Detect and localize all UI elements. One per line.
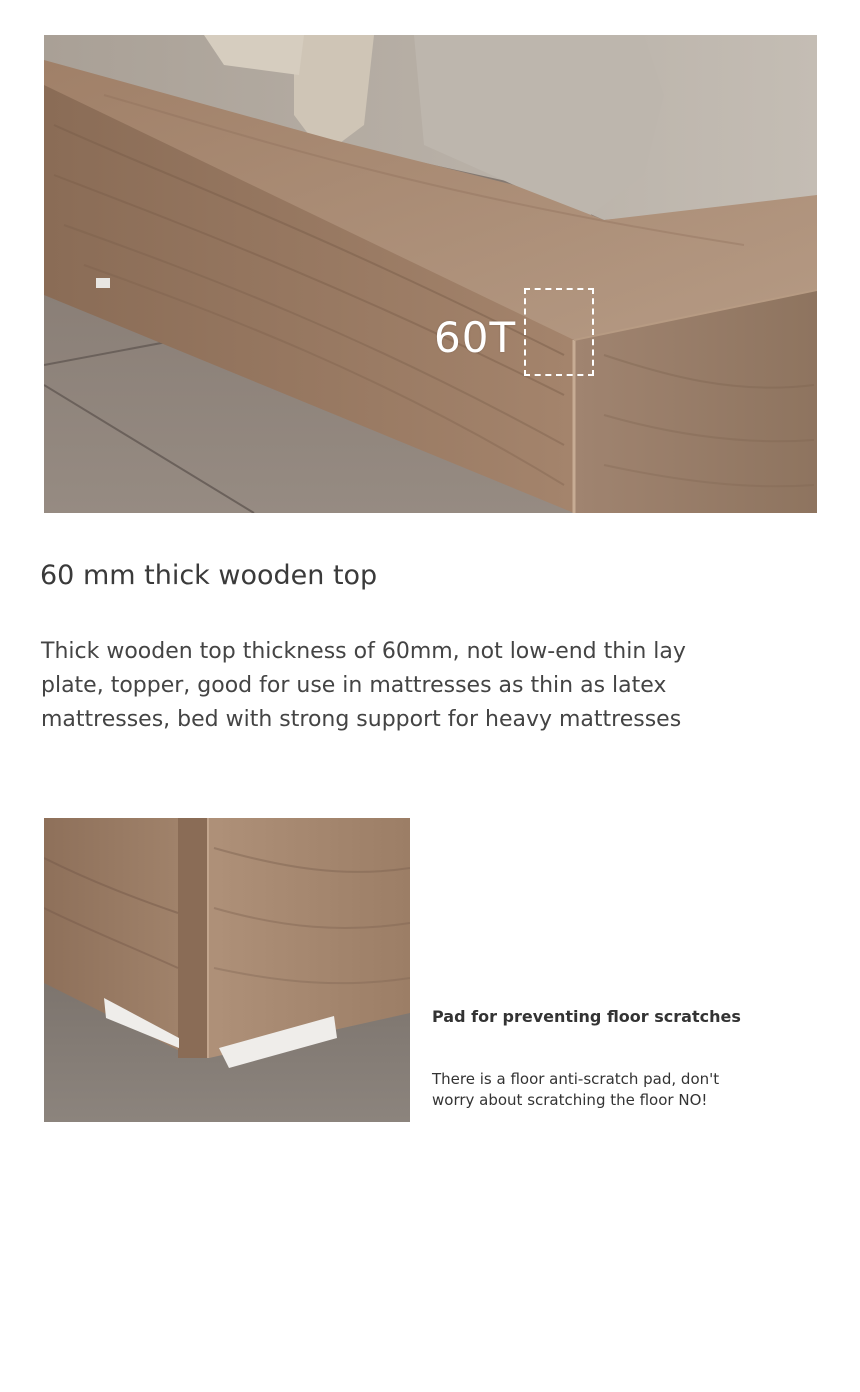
thickness-dashed-marker (524, 288, 594, 376)
section-description: Thick wooden top thickness of 60mm, not low-end thin lay plate, topper, good for use in mattresses as thin as latex mattresses, bed with strong support for heavy mattresses (41, 639, 686, 732)
pad-section-description: There is a floor anti-scratch pad, don't worry about scratching the floor NO! (432, 1070, 720, 1109)
section-title: 60 mm thick wooden top (40, 560, 378, 591)
bed-corner-illustration (44, 35, 817, 513)
anti-scratch-pad-photo (44, 818, 410, 1122)
bed-corner-photo (44, 35, 817, 513)
anti-scratch-pad-illustration (44, 818, 410, 1122)
thickness-label: 60T (434, 313, 517, 362)
pad-section-title: Pad for preventing floor scratches (432, 1007, 741, 1026)
